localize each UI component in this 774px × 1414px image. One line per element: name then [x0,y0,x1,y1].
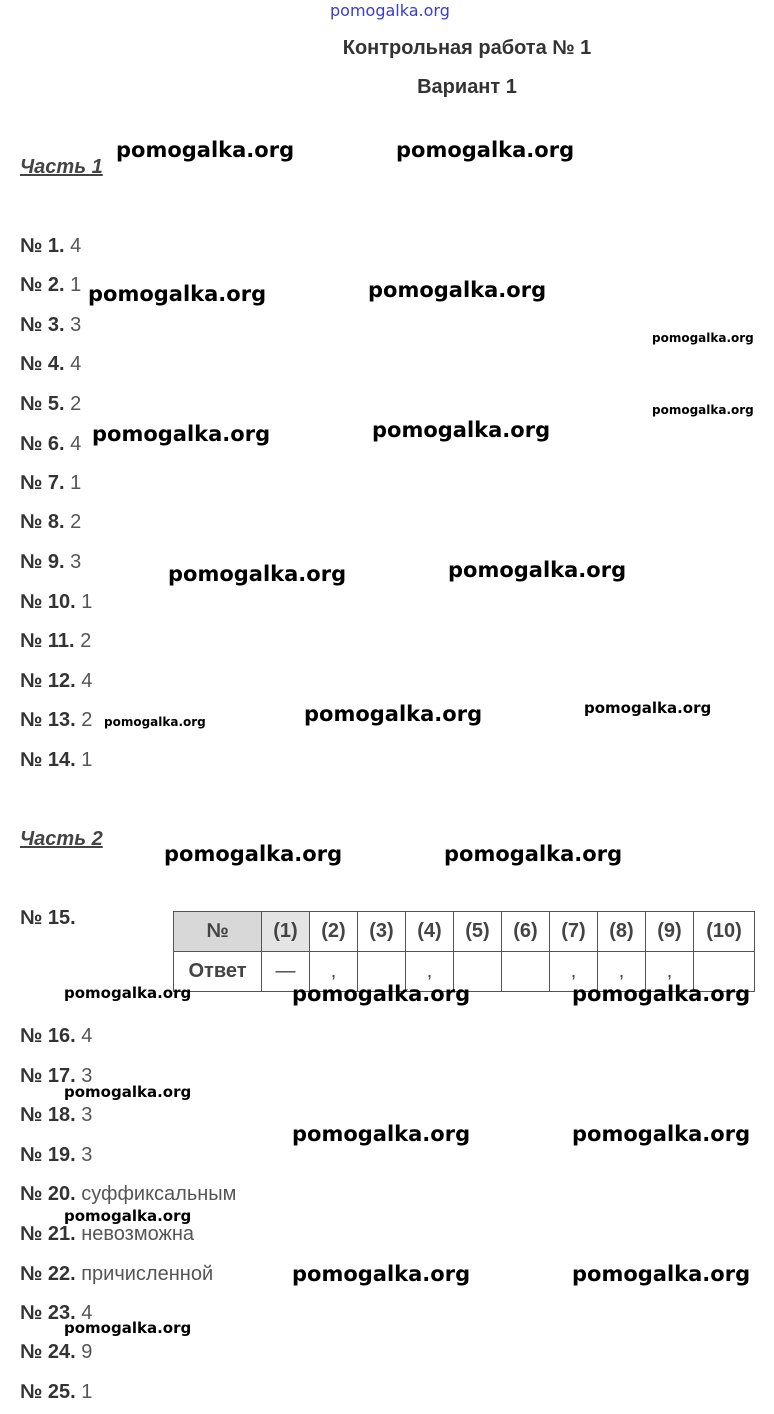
answer-item: № 1. 4 [20,235,82,257]
table-cell [502,952,550,992]
watermark: pomogalka.org [396,138,575,162]
answer-item: № 21. невозможна [20,1223,195,1245]
watermark: pomogalka.org [572,982,751,1006]
answer-item: № 23. 4 [20,1302,93,1324]
table-cell: (5) [454,912,502,952]
answer-item: № 6. 4 [20,433,82,455]
watermark: pomogalka.org [292,1122,471,1146]
watermark: pomogalka.org [64,1083,192,1101]
answer-item: № 25. 1 [20,1381,93,1403]
table-cell: (9) [646,912,694,952]
watermark: pomogalka.org [116,138,295,162]
table-cell: , [406,952,454,992]
table-cell: (7) [550,912,598,952]
watermark: pomogalka.org [92,422,271,446]
variant-title: Вариант 1 [417,76,517,98]
table-cell: (8) [598,912,646,952]
table-cell: № [174,912,262,952]
answer-item: № 5. 2 [20,393,82,415]
part1-heading: Часть 1 [20,156,103,178]
answer-item: № 8. 2 [20,511,82,533]
table-cell: , [646,952,694,992]
watermark: pomogalka.org [448,558,627,582]
watermark: pomogalka.org [652,331,754,345]
table-cell: (6) [502,912,550,952]
watermark: pomogalka.org [368,278,547,302]
watermark: pomogalka.org [64,984,192,1002]
table-cell: (2) [310,912,358,952]
answer-item: № 10. 1 [20,591,93,613]
table-cell: (10) [694,912,755,952]
watermark: pomogalka.org [372,418,551,442]
part2-heading: Часть 2 [20,828,103,850]
watermark: pomogalka.org [164,842,343,866]
watermark: pomogalka.org [64,1207,192,1225]
watermark: pomogalka.org [572,1122,751,1146]
answer-item: № 2. 1 [20,274,82,296]
answer-item: № 20. суффиксальным [20,1183,237,1205]
answer-item: № 12. 4 [20,670,93,692]
answer-item: № 14. 1 [20,749,93,771]
answer-item: № 9. 3 [20,551,82,573]
answer-item: № 16. 4 [20,1025,93,1047]
table-cell: , [310,952,358,992]
watermark: pomogalka.org [584,699,712,717]
answer-item: № 18. 3 [20,1104,93,1126]
table-header-row [174,912,755,952]
page-title: Контрольная работа № 1 [342,37,592,59]
answer-item: № 24. 9 [20,1341,93,1363]
table-cell: (3) [358,912,406,952]
watermark: pomogalka.org [64,1319,192,1337]
answer-table [173,911,755,992]
answer-item: № 3. 3 [20,314,82,336]
watermark: pomogalka.org [652,403,754,417]
table-cell: Ответ [174,952,262,992]
watermark: pomogalka.org [572,1262,751,1286]
answer-item: № 19. 3 [20,1144,93,1166]
answer-item: № 7. 1 [20,472,82,494]
table-cell: (4) [406,912,454,952]
answer-item: № 11. 2 [20,630,92,652]
answer-item: № 4. 4 [20,353,82,375]
watermark: pomogalka.org [292,1262,471,1286]
watermark: pomogalka.org [304,702,483,726]
answer-item: № 22. причисленной [20,1263,214,1285]
watermark: pomogalka.org [168,562,347,586]
answer-item: № 13. 2 [20,709,93,731]
table-cell: , [598,952,646,992]
table-cell: (1) [262,912,310,952]
watermark: pomogalka.org [444,842,623,866]
table-cell: , [550,952,598,992]
table-cell: — [262,952,310,992]
watermark: pomogalka.org [104,715,206,729]
site-url-header: pomogalka.org [330,1,450,20]
answer-item: № 17. 3 [20,1065,93,1087]
watermark: pomogalka.org [88,282,267,306]
watermark: pomogalka.org [292,982,471,1006]
answer-item-15: № 15. [20,907,76,929]
